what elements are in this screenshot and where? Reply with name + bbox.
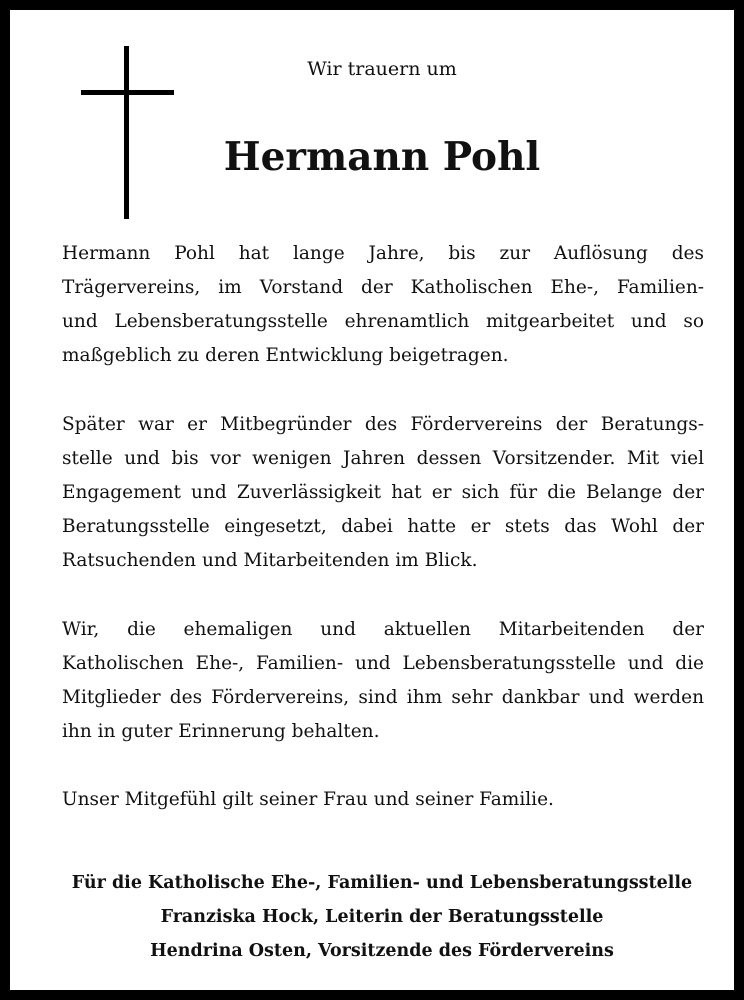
text-line: Engagement und Zuverlässigkeit hat er sich für die Belange der <box>62 482 704 503</box>
text-line: Wir, die ehemaligen und aktuellen Mitarbeitenden der <box>62 619 704 640</box>
intro-text: Wir trauern um <box>307 58 457 80</box>
text-line: ihn in guter Erinnerung behalten. <box>62 721 380 742</box>
signature-chair: Hendrina Osten, Vorsitzende des Fördervereins <box>150 941 614 961</box>
cross-icon-crossbar <box>81 90 174 95</box>
text-line: Katholischen Ehe-, Familien- und Lebensberatungsstelle und die <box>62 653 704 674</box>
paragraph-1 <box>62 237 704 373</box>
signature-block <box>30 866 734 968</box>
signature-organization: Für die Katholische Ehe-, Familien- und Lebensberatungsstelle <box>71 873 693 893</box>
paragraph-2 <box>62 408 704 578</box>
text-line: Später war er Mitbegründer des Fördervereins der Beratungs- <box>62 414 704 435</box>
text-line: und Lebensberatungsstelle ehrenamtlich mitgearbeitet und so <box>62 311 704 332</box>
text-line: Ratsuchenden und Mitarbeitenden im Blick. <box>62 550 478 571</box>
deceased-name: Hermann Pohl <box>223 134 541 180</box>
paragraph-3 <box>62 613 704 749</box>
text-line: Beratungsstelle eingesetzt, dabei hatte er stets das Wohl der <box>62 516 704 537</box>
cross-icon <box>124 46 129 219</box>
text-line: Hermann Pohl hat lange Jahre, bis zur Auflösung des <box>62 243 704 264</box>
text-line: Trägervereins, im Vorstand der Katholischen Ehe-, Familien- <box>62 277 704 298</box>
text-line: maßgeblich zu deren Entwicklung beigetragen. <box>62 345 509 366</box>
text-line: stelle und bis vor wenigen Jahren dessen Vorsitzender. Mit viel <box>62 448 704 469</box>
paragraph-4 <box>62 783 704 817</box>
text-line: Unser Mitgefühl gilt seiner Frau und seiner Familie. <box>62 789 554 810</box>
text-line: Mitglieder des Fördervereins, sind ihm sehr dankbar und werden <box>62 687 704 708</box>
signature-leader: Franziska Hock, Leiterin der Beratungsstelle <box>160 907 604 927</box>
